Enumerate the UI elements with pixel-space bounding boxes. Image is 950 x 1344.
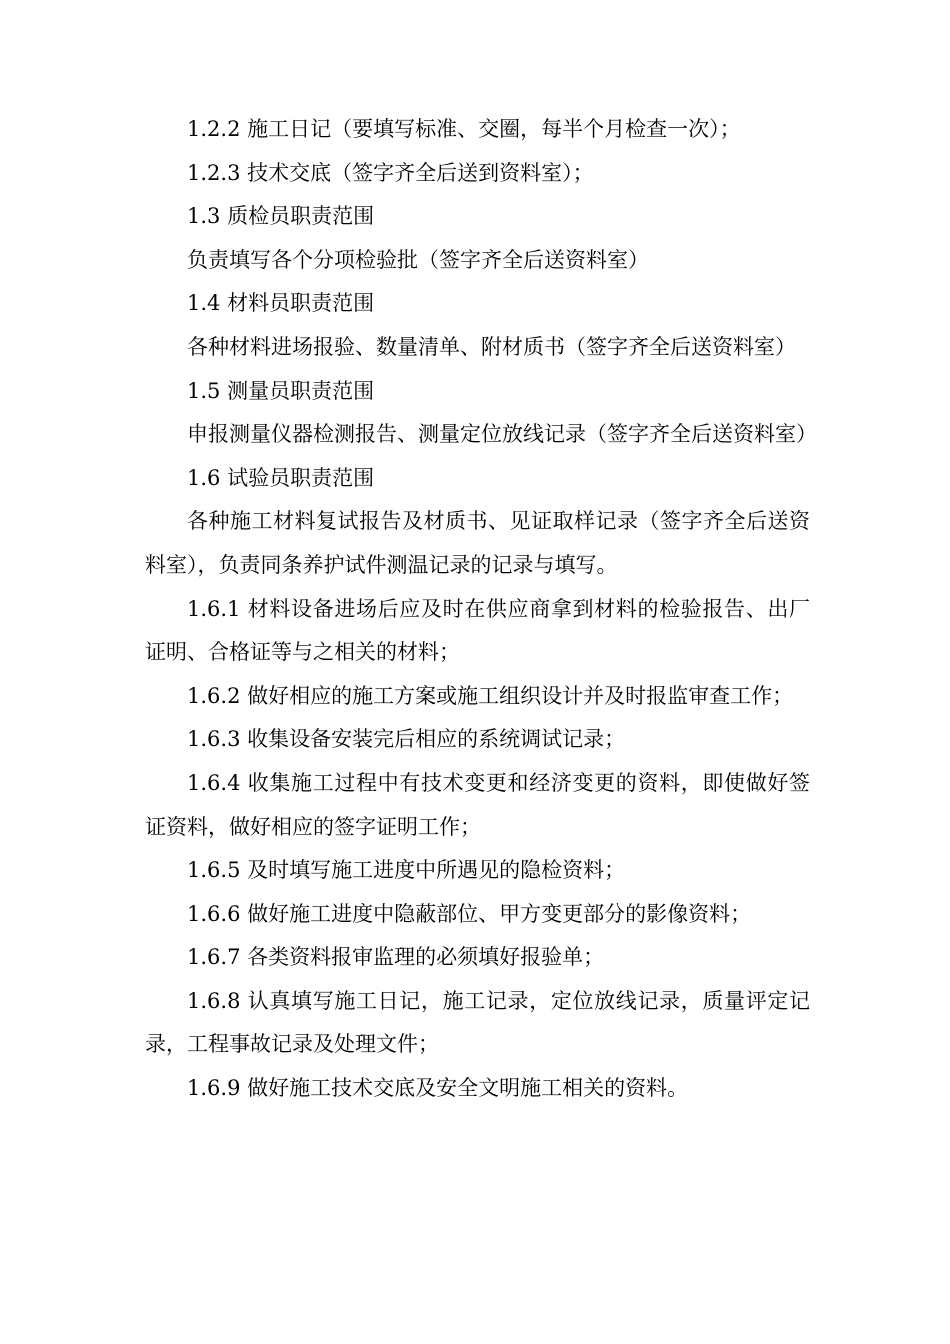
paragraph-1-6-5: 1.6.5 及时填写施工进度中所遇见的隐检资料； — [187, 858, 626, 883]
paragraph-survey-duties: 申报测量仪器检测报告、测量定位放线记录（签字齐全后送资料室） — [187, 422, 817, 447]
heading-1-3: 1.3 质检员职责范围 — [187, 204, 375, 229]
paragraph-material-duties: 各种材料进场报验、数量清单、附材质书（签字齐全后送资料室） — [187, 334, 796, 359]
heading-1-6: 1.6 试验员职责范围 — [187, 465, 375, 490]
paragraph-1-6-7: 1.6.7 各类资料报审监理的必须填好报验单； — [187, 945, 605, 970]
paragraph-1-2-2: 1.2.2 施工日记（要填写标准、交圈，每半个月检查一次）； — [187, 117, 741, 141]
paragraph-1-6-9: 1.6.9 做好施工技术交底及安全文明施工相关的资料。 — [187, 1076, 689, 1101]
document-body — [145, 108, 817, 1111]
paragraph-1-6-6: 1.6.6 做好施工进度中隐蔽部位、甲方变更部分的影像资料； — [187, 901, 752, 926]
paragraph-1-2-3: 1.2.3 技术交底（签字齐全后送到资料室）； — [187, 160, 594, 185]
paragraph-1-6-1: 1.6.1 材料设备进场后应及时在供应商拿到材料的检验报告、出厂证明、合格证等与之相关的材料； — [145, 596, 810, 665]
heading-1-4: 1.4 材料员职责范围 — [187, 291, 375, 316]
paragraph-1-6-4: 1.6.4 收集施工过程中有技术变更和经济变更的资料，即使做好签证资料，做好相应的签字证明工作； — [145, 770, 810, 839]
paragraph-1-6-2: 1.6.2 做好相应的施工方案或施工组织设计并及时报监审查工作； — [187, 683, 794, 708]
heading-1-5: 1.5 测量员职责范围 — [187, 378, 375, 403]
paragraph-1-6-8: 1.6.8 认真填写施工日记，施工记录，定位放线记录，质量评定记录，工程事故记录及处理文件； — [145, 988, 810, 1057]
paragraph-qc-duties: 负责填写各个分项检验批（签字齐全后送资料室） — [187, 247, 649, 272]
paragraph-1-6-3: 1.6.3 收集设备安装完后相应的系统调试记录； — [187, 727, 626, 752]
paragraph-test-duties: 各种施工材料复试报告及材质书、见证取样记录（签字齐全后送资料室），负责同条养护试件测温记录的记录与填写。 — [145, 509, 810, 577]
